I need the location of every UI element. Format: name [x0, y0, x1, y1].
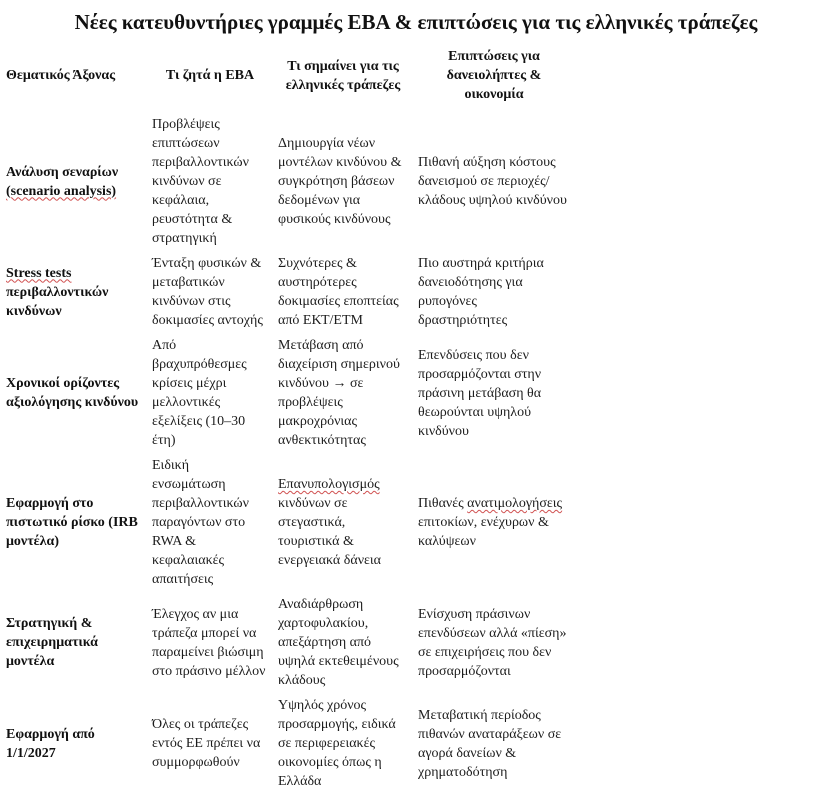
cell-text: Εφαρμογή από 1/1/2027: [6, 726, 95, 761]
table-row: [4, 112, 580, 251]
cell-impact: [418, 251, 580, 333]
cell-text: Πιθανές: [418, 496, 468, 511]
cell-banks: [278, 251, 418, 333]
cell-banks: [278, 592, 418, 693]
cell-axis: [4, 693, 152, 794]
cell-text: επιτοκίων, ενέχυρων & καλύψεων: [418, 515, 549, 549]
cell-text: κινδύνων σε στεγαστικά, τουριστικά & ενεργειακά δάνεια: [278, 496, 382, 568]
cell-text: Εφαρμογή στο πιστωτικό ρίσκο (IRB μοντέλα): [6, 496, 138, 549]
cell-text: Ενίσχυση πράσινων επενδύσεων αλλά «πίεση» σε επιχειρήσεις που δεν προσαρμόζονται: [418, 606, 567, 679]
cell-impact: [418, 693, 580, 794]
cell-text: Ένταξη φυσικών & μεταβατικών κινδύνων στις δοκιμασίες αντοχής: [152, 256, 263, 328]
cell-axis: [4, 592, 152, 693]
cell-banks: [278, 112, 418, 251]
document-title: Νέες κατευθυντήριες γραμμές EBA & επιπτώσεις για τις ελληνικές τράπεζες: [74, 10, 758, 34]
col-header-greek-banks: Τι σημαίνει για τις ελληνικές τράπεζες: [285, 58, 401, 93]
cell-banks: [278, 693, 418, 794]
cell-text: Όλες οι τράπεζες εντός ΕΕ πρέπει να συμμορφωθούν: [152, 717, 261, 770]
cell-text: Από βραχυπρόθεσμες κρίσεις μέχρι μελλοντικές εξελίξεις (10–30 έτη): [152, 338, 247, 448]
cell-eba: [152, 251, 278, 333]
cell-axis: [4, 453, 152, 592]
cell-axis: [4, 112, 152, 251]
cell-text: περιβαλλοντικών κινδύνων: [6, 284, 109, 319]
document-page: [0, 9, 832, 789]
cell-text: Χρονικοί ορίζοντες αξιολόγησης κινδύνου: [6, 376, 139, 410]
spellcheck-underlined-text: ανατιμολογήσεις: [467, 496, 563, 511]
header-row: [4, 41, 580, 112]
cell-text: Αναδιάρθρωση χαρτοφυλακίου, απεξάρτηση από υψηλά εκτεθειμένους κλάδους: [278, 597, 399, 688]
cell-text: Δημιουργία νέων μοντέλων κινδύνου & συγκρότηση βάσεων δεδομένων για φυσικούς κινδύνους: [278, 136, 402, 227]
cell-text: Ειδική ενσωμάτωση περιβαλλοντικών παραγόντων στο RWA & κεφαλαιακές απαιτήσεις: [152, 458, 249, 587]
cell-eba: [152, 453, 278, 592]
cell-text: Προβλέψεις επιπτώσεων περιβαλλοντικών κινδύνων σε κεφάλαια, ρευστότητα & στρατηγική: [152, 117, 249, 246]
col-header-borrowers-economy: Επιπτώσεις για δανειολήπτες & οικονομία: [446, 49, 542, 102]
spellcheck-underlined-text: Stress tests: [6, 265, 72, 281]
table-row: [4, 251, 580, 333]
cell-text: Στρατηγική & επιχειρηματικά μοντέλα: [6, 616, 98, 669]
eba-impact-table: [4, 41, 580, 794]
cell-eba: [152, 693, 278, 794]
cell-text: Ανάλυση σεναρίων: [6, 164, 119, 180]
cell-text: Υψηλός χρόνος προσαρμογής, ειδικά σε περιφερειακές οικονομίες όπως η Ελλάδα: [278, 698, 396, 789]
cell-text: Μεταβατική περίοδος πιθανών αναταράξεων σε αγορά δανείων & χρηματοδότηση: [418, 707, 562, 780]
table-row: [4, 333, 580, 453]
cell-eba: [152, 592, 278, 693]
cell-eba: [152, 112, 278, 251]
cell-text: Πιο αυστηρά κριτήρια δανειοδότησης για ρυπογόνες δραστηριότητες: [418, 256, 544, 328]
cell-axis: [4, 333, 152, 453]
col-header-thematic-axis: Θεματικός Άξονας: [6, 68, 116, 83]
col-header-eba-request: Τι ζητά η EBA: [165, 68, 255, 83]
cell-text: Έλεγχος αν μια τράπεζα μπορεί να παραμείνει βιώσιμη στο πράσινο μέλλον: [152, 606, 266, 679]
cell-banks: [278, 453, 418, 592]
cell-axis: [4, 251, 152, 333]
cell-impact: [418, 112, 580, 251]
table-body: [4, 112, 580, 794]
spellcheck-underlined-text: Επανυπολογισμός: [278, 477, 380, 492]
cell-text: Μετάβαση από διαχείριση σημερινού κινδύνου → σε προβλέψεις μακροχρόνιας ανθεκτικότητας: [278, 338, 400, 448]
cell-text: Συχνότερες & αυστηρότερες δοκιμασίες εποπτείας από ΕΚΤ/ΕΤΜ: [278, 256, 399, 328]
cell-impact: [418, 333, 580, 453]
table-row: [4, 592, 580, 693]
spellcheck-underlined-text: (scenario analysis): [6, 183, 117, 199]
cell-text: Επενδύσεις που δεν προσαρμόζονται στην πράσινη μετάβαση θα θεωρούνται υψηλού κινδύνου: [418, 347, 542, 439]
cell-eba: [152, 333, 278, 453]
cell-banks: [278, 333, 418, 453]
table-row: [4, 693, 580, 794]
cell-impact: [418, 453, 580, 592]
table-row: [4, 453, 580, 592]
cell-text: Πιθανή αύξηση κόστους δανεισμού σε περιοχές/κλάδους υψηλού κινδύνου: [418, 155, 567, 208]
cell-impact: [418, 592, 580, 693]
